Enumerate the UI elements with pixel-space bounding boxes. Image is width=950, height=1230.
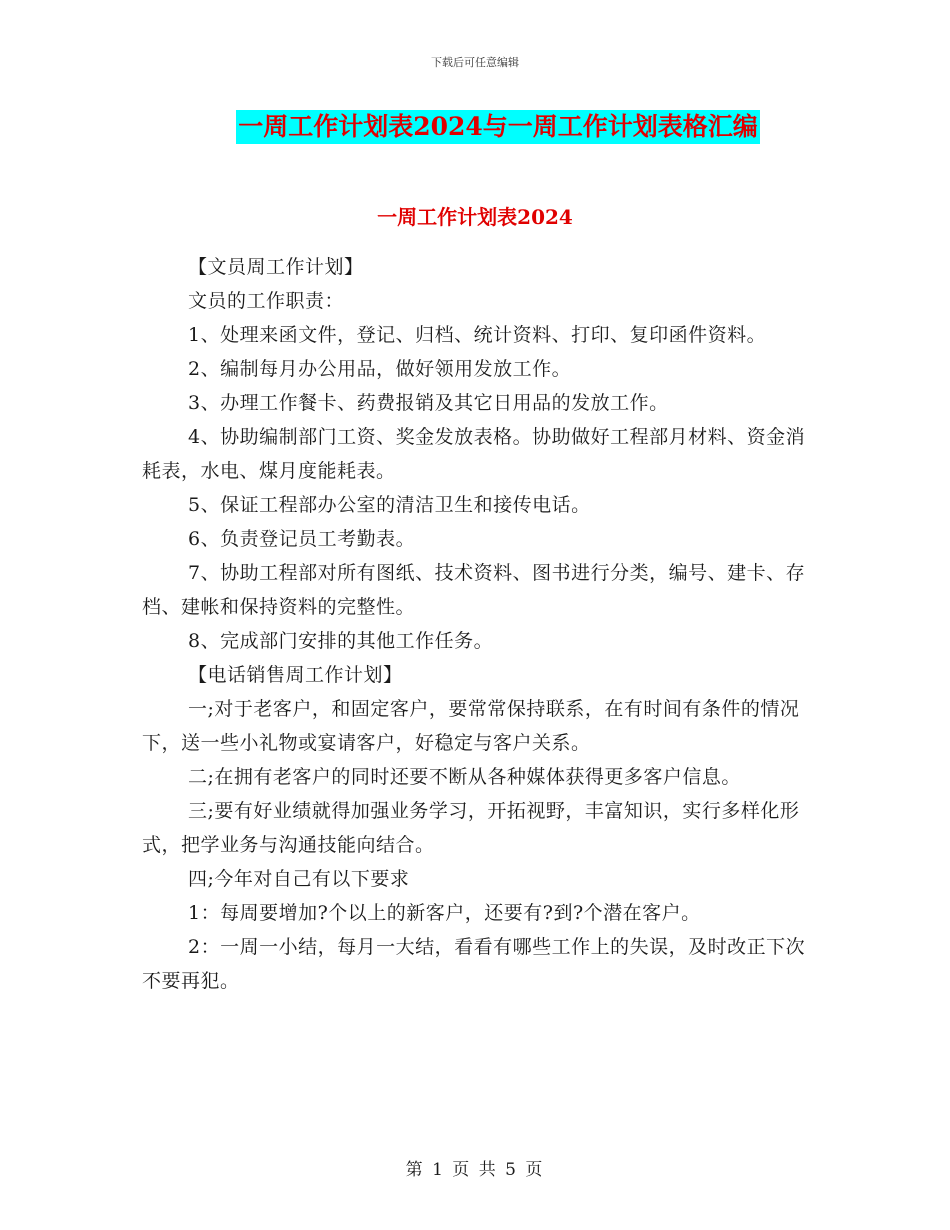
- paragraph: 5、保证工程部办公室的清洁卫生和接传电话。: [188, 494, 591, 516]
- paragraph: 4、协助编制部门工资、奖金发放表格。协助做好工程部月材料、资金消耗表，水电、煤月度能耗表。: [142, 426, 806, 482]
- paragraph: 6、负责登记员工考勤表。: [188, 528, 416, 550]
- paragraph: 2：一周一小结，每月一大结，看看有哪些工作上的失误，及时改正下次不要再犯。: [142, 936, 806, 992]
- paragraph: 【文员周工作计划】: [188, 256, 364, 278]
- paragraph: 文员的工作职责：: [188, 290, 345, 312]
- paragraph: 三;要有好业绩就得加强业务学习，开拓视野，丰富知识，实行多样化形式，把学业务与沟通技能向结合。: [142, 800, 800, 856]
- main-title: 一周工作计划表2024与一周工作计划表格汇编: [236, 110, 760, 144]
- section-subtitle: 一周工作计划表2024: [377, 205, 573, 229]
- paragraph: 一;对于老客户，和固定客户，要常常保持联系，在有时间有条件的情况下，送一些小礼物或宴请客户，好稳定与客户关系。: [142, 698, 800, 754]
- paragraph: 7、协助工程部对所有图纸、技术资料、图书进行分类，编号、建卡、存档、建帐和保持资料的完整性。: [142, 562, 806, 618]
- page-number: 第 1 页 共 5 页: [405, 1160, 545, 1180]
- paragraph: 3、办理工作餐卡、药费报销及其它日用品的发放工作。: [188, 392, 669, 414]
- paragraph: 1：每周要增加?个以上的新客户，还要有?到?个潜在客户。: [188, 902, 701, 924]
- paragraph: 二;在拥有老客户的同时还要不断从各种媒体获得更多客户信息。: [188, 766, 741, 788]
- main-title-container: [0, 110, 950, 144]
- paragraph: 【电话销售周工作计划】: [188, 664, 403, 686]
- document-body: [142, 250, 822, 998]
- paragraph: 四;今年对自己有以下要求: [188, 868, 410, 890]
- header-note: 下载后可任意编辑: [431, 56, 519, 69]
- paragraph: 8、完成部门安排的其他工作任务。: [188, 630, 494, 652]
- paragraph: 1、处理来函文件，登记、归档、统计资料、打印、复印函件资料。: [188, 324, 767, 346]
- paragraph: 2、编制每月办公用品，做好领用发放工作。: [188, 358, 572, 380]
